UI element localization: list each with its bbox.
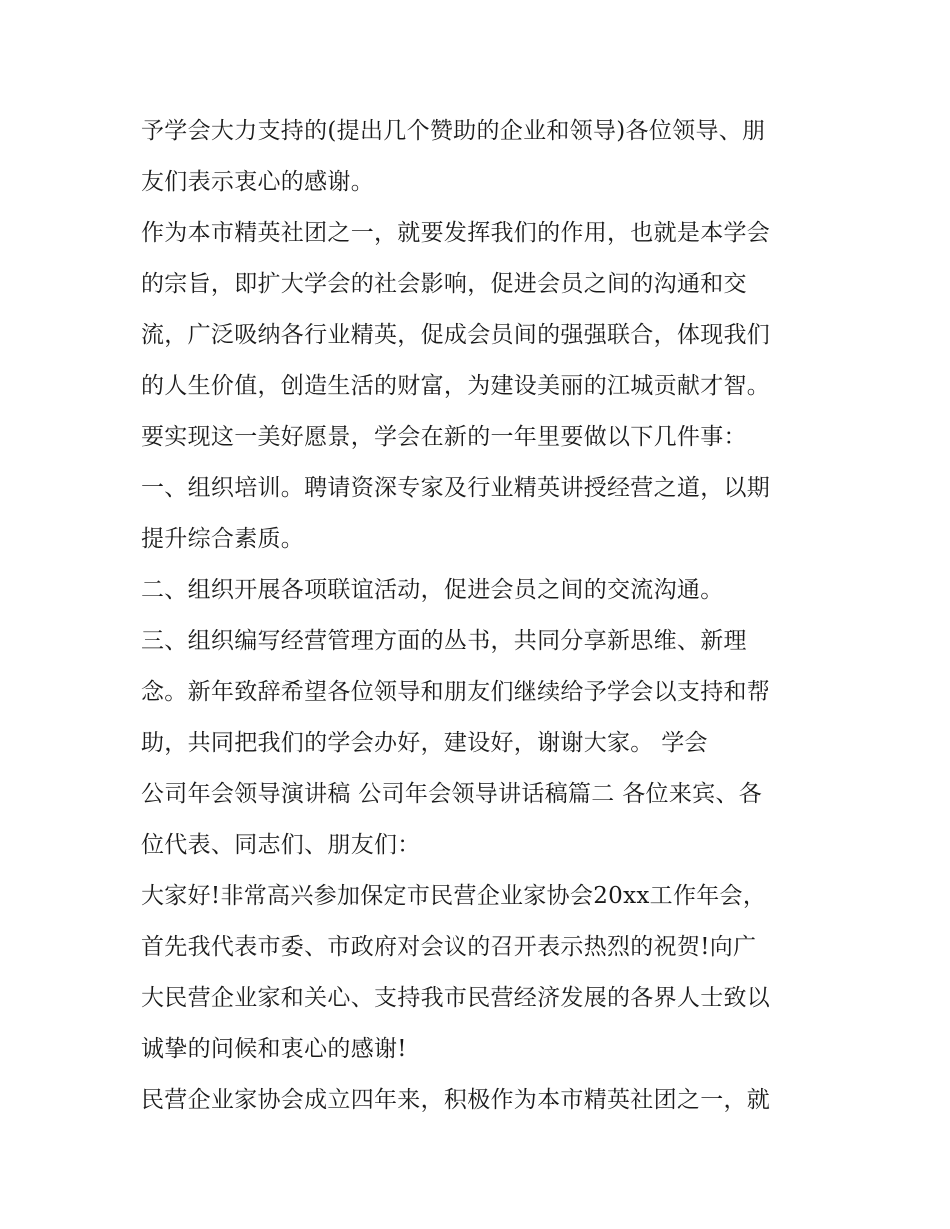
text-line: 的宗旨，即扩大学会的社会影响，促进会员之间的沟通和交 bbox=[141, 271, 747, 297]
text-line: 念。新年致辞希望各位领导和朋友们继续给予学会以支持和帮 bbox=[141, 679, 771, 705]
text-line: 大民营企业家和关心、支持我市民营经济发展的各界人士致以 bbox=[141, 985, 771, 1011]
text-line: 三、组织编写经营管理方面的丛书，共同分享新思维、新理 bbox=[141, 628, 747, 654]
text-line: 首先我代表市委、市政府对会议的召开表示热烈的祝贺!向广 bbox=[141, 934, 757, 960]
text-line: 流，广泛吸纳各行业精英，促成会员间的强强联合，体现我们 bbox=[141, 322, 771, 348]
text-line: 位代表、同志们、朋友们： bbox=[141, 832, 421, 858]
text-line: 大家好!非常高兴参加保定市民营企业家协会20xx工作年会， bbox=[141, 883, 767, 909]
text-line: 的人生价值，创造生活的财富，为建设美丽的江城贡献才智。 bbox=[141, 373, 771, 399]
text-line: 作为本市精英社团之一，就要发挥我们的作用，也就是本学会 bbox=[141, 220, 771, 246]
text-line: 友们表示衷心的感谢。 bbox=[141, 169, 374, 195]
text-line: 一、组织培训。聘请资深专家及行业精英讲授经营之道，以期 bbox=[141, 475, 771, 501]
text-line: 公司年会领导演讲稿 公司年会领导讲话稿篇二 各位来宾、各 bbox=[141, 781, 763, 807]
text-line: 助，共同把我们的学会办好，建设好，谢谢大家。 学会 bbox=[141, 730, 708, 756]
text-line: 诚挚的问候和衷心的感谢! bbox=[141, 1036, 407, 1062]
text-line: 提升综合素质。 bbox=[141, 526, 305, 552]
text-line: 予学会大力支持的(提出几个赞助的企业和领导)各位领导、朋 bbox=[141, 118, 766, 144]
text-line: 要实现这一美好愿景，学会在新的一年里要做以下几件事： bbox=[141, 424, 747, 450]
text-line: 民营企业家协会成立四年来，积极作为本市精英社团之一，就 bbox=[141, 1087, 771, 1113]
document-body bbox=[141, 106, 831, 1126]
text-line: 二、组织开展各项联谊活动，促进会员之间的交流沟通。 bbox=[141, 577, 724, 603]
